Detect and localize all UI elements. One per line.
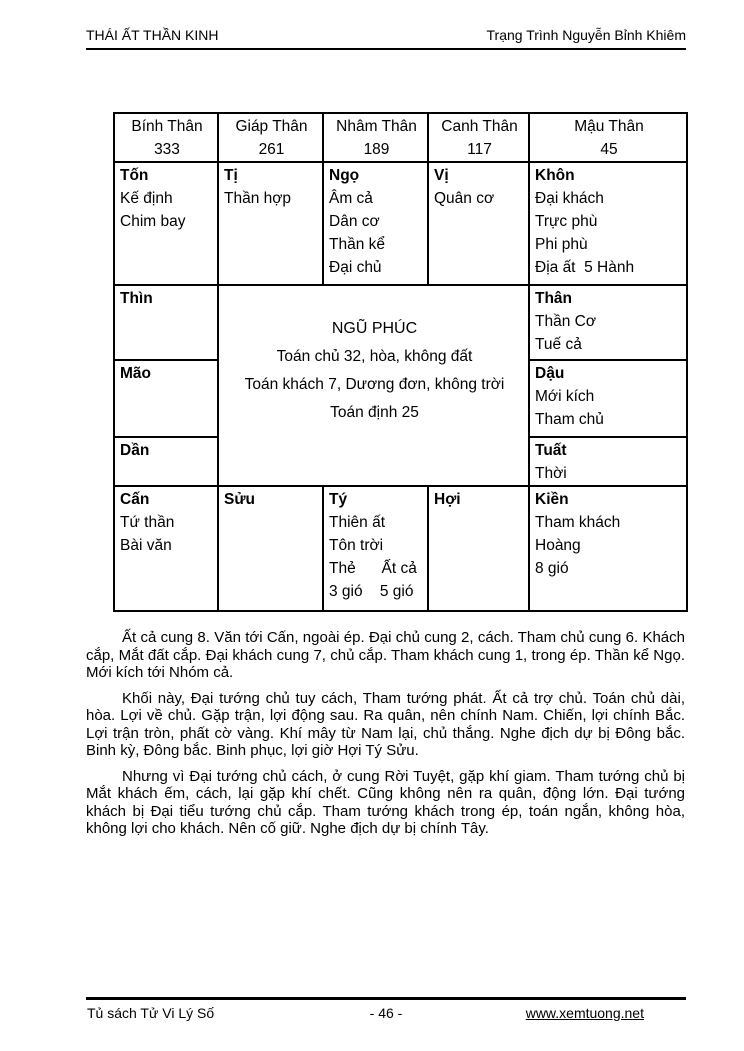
body-text (86, 629, 685, 846)
cell-line: Trực phù (535, 213, 598, 230)
cell-line: Thần kể (329, 236, 386, 253)
thai-at-chart-table (113, 112, 688, 612)
table-row (114, 162, 687, 285)
cell-line: Nhâm Thân (336, 118, 417, 135)
cell-title: Mão (120, 365, 151, 382)
cell-title: Tốn (120, 167, 149, 184)
cell-line: Đại chủ (329, 259, 382, 276)
cell-can (114, 486, 218, 611)
cell-line: Bính Thân (131, 118, 203, 135)
cell-title: Sửu (224, 491, 256, 508)
center-line: Toán khách 7, Dương đơn, không trời (244, 376, 505, 393)
cell-line: Mậu Thân (574, 118, 644, 135)
table-row (114, 486, 687, 611)
cell-value: 45 (600, 141, 618, 158)
cell-line: 3 gió 5 gió (329, 583, 414, 600)
cell-ngu-phuc (218, 285, 529, 486)
footer-page-number: - 46 - (369, 1005, 403, 1021)
cell-line: Chim bay (120, 213, 186, 230)
cell-canh-than (428, 113, 529, 162)
cell-title: Thìn (120, 290, 153, 307)
cell-line: Kế định (120, 190, 173, 207)
cell-line: Địa ất 5 Hành (535, 259, 635, 276)
cell-value: 333 (154, 141, 180, 158)
cell-mau-than (529, 113, 687, 162)
cell-dau (529, 360, 687, 437)
cell-line: Tuế cả (535, 336, 582, 353)
cell-value: 189 (363, 141, 390, 158)
table-row (114, 285, 687, 360)
cell-line: Canh Thân (441, 118, 518, 135)
cell-than (529, 285, 687, 360)
cell-title: Vị (434, 167, 449, 184)
cell-line: 8 gió (535, 560, 569, 577)
page-footer (86, 997, 686, 1025)
cell-suu (218, 486, 323, 611)
cell-vi (428, 162, 529, 285)
cell-ti (218, 162, 323, 285)
footer-website-link[interactable]: www.xemtuong.net (525, 1005, 644, 1021)
cell-tuat (529, 437, 687, 486)
cell-hoi (428, 486, 529, 611)
cell-ton (114, 162, 218, 285)
cell-line: Đại khách (535, 190, 604, 207)
cell-line: Thần Cơ (535, 313, 596, 330)
cell-title: Tuất (535, 442, 567, 459)
cell-line: Thẻ Ất cả (329, 560, 417, 577)
cell-line: Tham chủ (535, 411, 604, 428)
cell-line: Quân cơ (434, 190, 495, 207)
cell-title: Khôn (535, 167, 575, 184)
cell-title: Dậu (535, 365, 565, 382)
body-paragraph: Nhưng vì Đại tướng chủ cách, ở cung Rời Tuyệt, gặp khí giam. Tham tướng chủ bị Mắt khách ếm, cách, lại gặp khí chết. Cũng không nên ra quân, động lớn. Đại tướng khách bị Đại tiểu tướng chủ cắp. Tham tướng khách trong ép, toán ngắn, không hòa, không lợi cho khách. Nên cố giữ. Nghe địch dự bị chính Tây. (86, 767, 685, 837)
table-header-row (114, 113, 687, 162)
cell-khon (529, 162, 687, 285)
body-paragraph: Ất cả cung 8. Văn tới Cấn, ngoài ép. Đại chủ cung 2, cách. Tham chủ cung 6. Khách cắp, Mắt đất cắp. Đại khách cung 7, chủ cắp. Tham khách cung 1, trong ép. Thần kể Ngọ. Mới kích tới Nhóm cả. (86, 629, 685, 681)
cell-title: Tị (224, 167, 238, 184)
cell-line: Thần hợp (224, 190, 292, 207)
cell-line: Dân cơ (329, 213, 380, 230)
cell-line: Thiên ất (329, 514, 386, 531)
cell-thin (114, 285, 218, 360)
cell-value: 261 (258, 141, 285, 158)
cell-line: Âm cả (329, 190, 373, 207)
cell-title: Dần (120, 442, 150, 459)
center-line: Toán chủ 32, hòa, không đất (276, 348, 473, 365)
cell-title: Cấn (120, 491, 150, 508)
footer-series-title: Tủ sách Tử Vi Lý Số (87, 1005, 215, 1021)
cell-line: Tứ thần (120, 514, 175, 531)
page-header (86, 27, 686, 50)
cell-mao (114, 360, 218, 437)
cell-title: Hợi (434, 491, 461, 508)
cell-ngo (323, 162, 428, 285)
cell-line: Tôn trời (329, 537, 384, 554)
center-line: Toán định 25 (330, 404, 419, 421)
cell-title: Thân (535, 290, 573, 307)
cell-title: Ngọ (329, 167, 360, 184)
cell-kien (529, 486, 687, 611)
body-paragraph: Khối này, Đại tướng chủ tuy cách, Tham tướng phát. Ất cả trợ chủ. Toán chủ dài, hòa. Lợi về chủ. Gặp trận, lợi động sau. Ra quân, nên chính Nam. Chiến, lợi chính Bắc. Lợi trận tròn, phất cờ vàng. Khí mây từ Nam lại, chủ thắng. Nghe địch dự bị Đông bắc. Binh kỳ, Đông bắc. Binh phục, lợi giờ Hợi Tý Sửu. (86, 689, 685, 759)
cell-line: Bài văn (120, 537, 172, 554)
cell-binh-than (114, 113, 218, 162)
cell-line: Hoàng (535, 537, 581, 554)
cell-dan (114, 437, 218, 486)
cell-ty (323, 486, 428, 611)
cell-title: Kiền (535, 491, 569, 508)
cell-line: Tham khách (535, 514, 621, 531)
cell-value: 117 (467, 141, 492, 158)
center-title: NGŨ PHÚC (331, 320, 418, 337)
cell-title: Tý (329, 491, 348, 508)
book-author: Trạng Trình Nguyễn Bỉnh Khiêm (486, 27, 686, 43)
cell-line: Giáp Thân (235, 118, 308, 135)
cell-nham-than (323, 113, 428, 162)
cell-line: Thời (535, 465, 567, 482)
cell-line: Phi phù (535, 236, 588, 253)
book-title: THÁI ẤT THẦN KINH (86, 27, 219, 43)
cell-giap-than (218, 113, 323, 162)
cell-line: Mới kích (535, 388, 595, 405)
